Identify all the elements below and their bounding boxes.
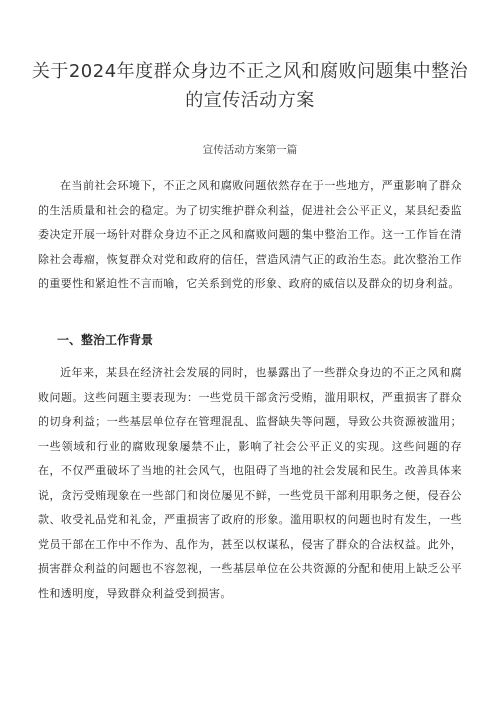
document-title: 关于2024年度群众身边不正之风和腐败问题集中整治的宣传活动方案 [31,61,469,112]
background-paragraph: 近年来，某县在经济社会发展的同时，也暴露出了一些群众身边的不正之风和腐败问题。这些问题主要表现为：一些党员干部贪污受贿，滥用职权，严重损害了群众的切身利益；一些基层单位存在管理混乱、监督缺失等问题，导致公共资源被滥用；一些领域和行业的腐败现象屡禁不止，影响了社会公平正义的实现。这些问题的存在，不仅严重破坏了当地的社会风气，也阻碍了当地的社会发展和民生。改善具体来说，贪污受贿现象在一些部门和岗位屡见不鲜，一些党员干部利用职务之便，侵吞公款、收受礼品党和礼金，严重损害了政府的形象。滥用职权的问题也时有发生，一些党员干部在工作中不作为、乱作为，甚至以权谋私，侵害了群众的合法权益。此外，损害群众利益的问题也不容忽视，一些基层单位在公共资源的分配和使用上缺乏公平性和透明度，导致群众利益受到损害。 [38,366,462,600]
section-heading-background: 一、整治工作背景 [57,333,154,347]
document-subtitle: 宣传活动方案第一篇 [202,144,298,156]
intro-paragraph: 在当前社会环境下，不正之风和腐败问题依然存在于一些地方，严重影响了群众的生活质量和社会的稳定。为了切实维护群众利益，促进社会公平正义，某县纪委监委决定开展一场针对群众身边不正之风和腐败问题的集中整治工作。这一工作旨在清除社会毒瘤，恢复群众对党和政府的信任，营造风清气正的政治生态。此次整治工作的重要性和紧迫性不言而喻，它关系到党的形象、政府的威信以及群众的切身利益。 [38,179,462,290]
